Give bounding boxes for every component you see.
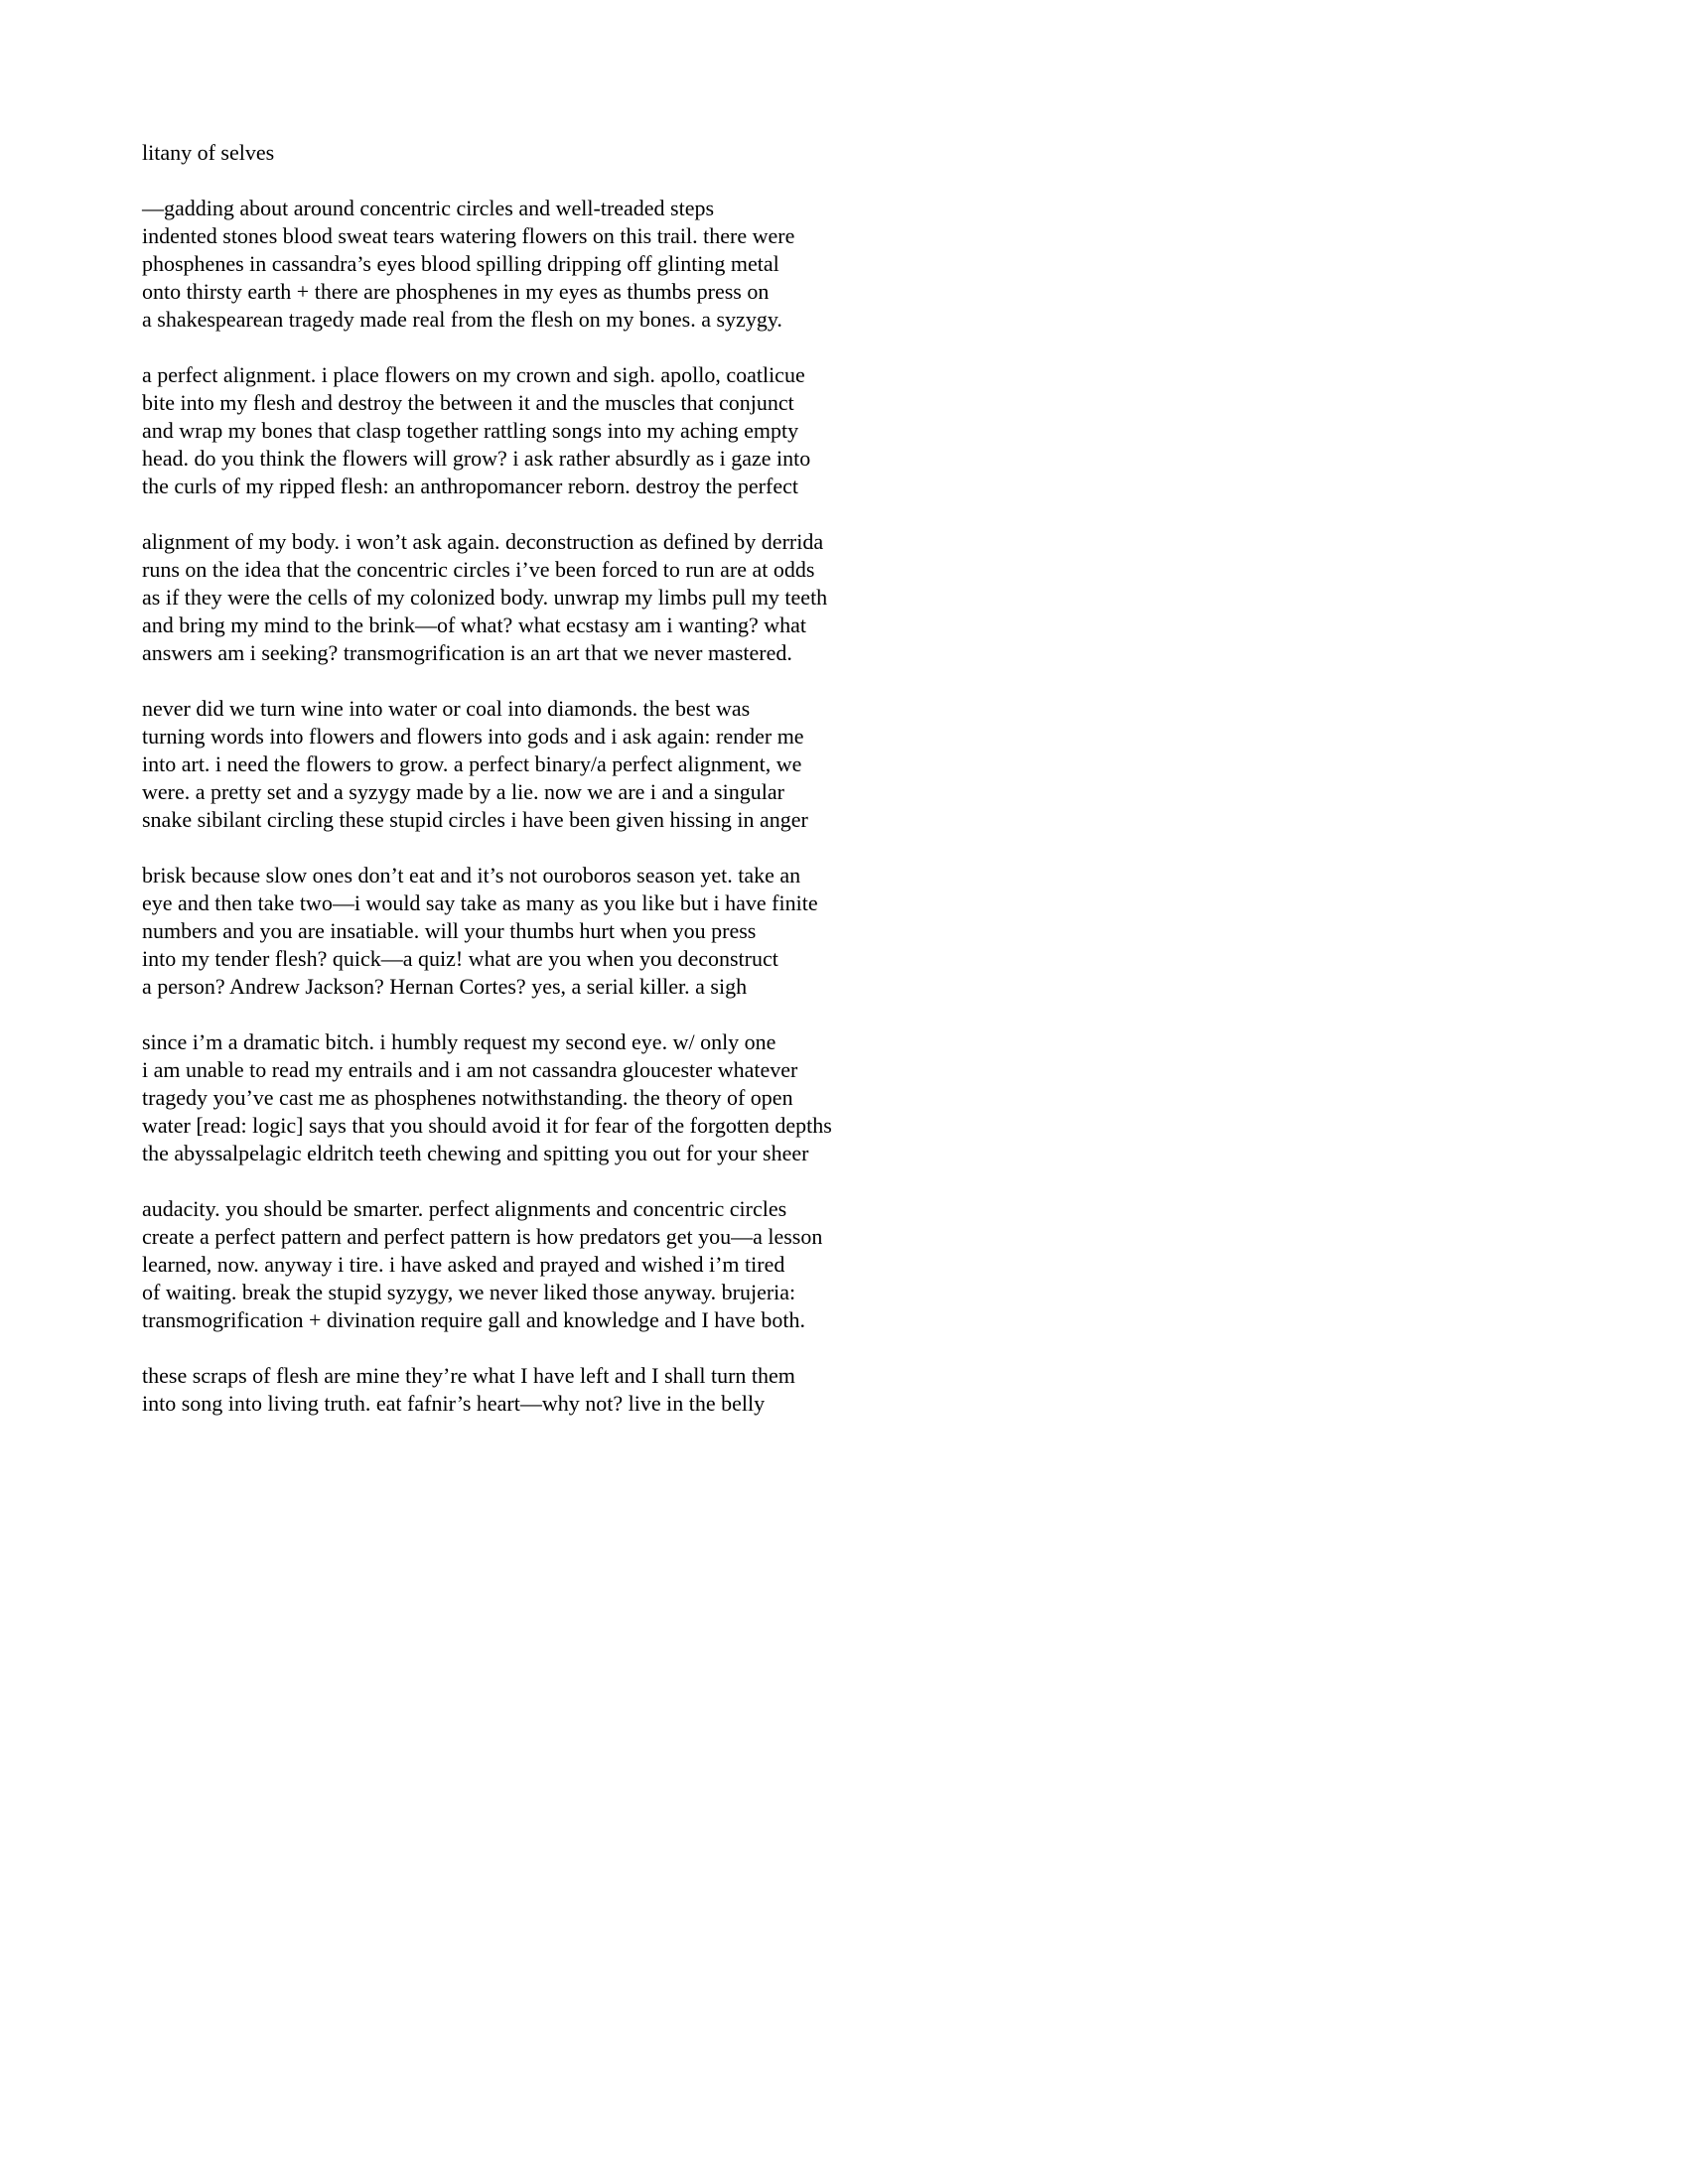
poem-line: a perfect alignment. i place flowers on my crown and sigh. apollo, coatlicue xyxy=(142,362,805,387)
poem-line: into art. i need the flowers to grow. a perfect binary/a perfect alignment, we xyxy=(142,751,802,776)
stanza xyxy=(142,1028,936,1167)
poem-line: eye and then take two—i would say take as many as you like but i have finite xyxy=(142,890,818,915)
poem-line: head. do you think the flowers will grow? i ask rather absurdly as i gaze into xyxy=(142,446,811,471)
poem-line: indented stones blood sweat tears watering flowers on this trail. there were xyxy=(142,223,795,248)
poem-line: i am unable to read my entrails and i am not cassandra gloucester whatever xyxy=(142,1057,798,1082)
poem-line: water [read: logic] says that you should avoid it for fear of the forgotten depths xyxy=(142,1113,832,1138)
poem-line: onto thirsty earth + there are phosphenes in my eyes as thumbs press on xyxy=(142,279,770,304)
poem-line: into song into living truth. eat fafnir’s heart—why not? live in the belly xyxy=(142,1391,766,1416)
poem-line: snake sibilant circling these stupid circles i have been given hissing in anger xyxy=(142,807,808,832)
poem-line: tragedy you’ve cast me as phosphenes notwithstanding. the theory of open xyxy=(142,1085,793,1110)
poem-line: runs on the idea that the concentric circles i’ve been forced to run are at odds xyxy=(142,557,815,582)
poem-line: into my tender flesh? quick—a quiz! what are you when you deconstruct xyxy=(142,946,778,971)
stanza xyxy=(142,528,936,667)
poem-line: were. a pretty set and a syzygy made by a lie. now we are i and a singular xyxy=(142,779,784,804)
poem-line: bite into my flesh and destroy the between it and the muscles that conjunct xyxy=(142,390,794,415)
poem-line: and wrap my bones that clasp together rattling songs into my aching empty xyxy=(142,418,799,443)
poem-title: litany of selves xyxy=(142,140,275,165)
stanza xyxy=(142,862,936,1001)
poem-line: and bring my mind to the brink—of what? what ecstasy am i wanting? what xyxy=(142,613,807,637)
poem-line: the curls of my ripped flesh: an anthropomancer reborn. destroy the perfect xyxy=(142,474,798,498)
poem-line: turning words into flowers and flowers into gods and i ask again: render me xyxy=(142,724,804,749)
poem-line: phosphenes in cassandra’s eyes blood spilling dripping off glinting metal xyxy=(142,251,779,276)
poem-line: a shakespearean tragedy made real from the flesh on my bones. a syzygy. xyxy=(142,307,782,332)
stanza xyxy=(142,1195,936,1334)
poem-line: a person? Andrew Jackson? Hernan Cortes? yes, a serial killer. a sigh xyxy=(142,974,748,999)
poem-line: of waiting. break the stupid syzygy, we never liked those anyway. brujeria: xyxy=(142,1280,796,1304)
poem-line: the abyssalpelagic eldritch teeth chewing and spitting you out for your sheer xyxy=(142,1141,809,1165)
poem-line: create a perfect pattern and perfect pattern is how predators get you—a lesson xyxy=(142,1224,823,1249)
poem-line: these scraps of flesh are mine they’re what I have left and I shall turn them xyxy=(142,1363,795,1388)
poem-line: since i’m a dramatic bitch. i humbly request my second eye. w/ only one xyxy=(142,1029,776,1054)
poem-line: transmogrification + divination require gall and knowledge and I have both. xyxy=(142,1307,805,1332)
stanza xyxy=(142,361,936,500)
stanza xyxy=(142,695,936,834)
poem-line: answers am i seeking? transmogrification is an art that we never mastered. xyxy=(142,640,792,665)
poem-line: —gadding about around concentric circles and well-treaded steps xyxy=(142,196,715,220)
stanza xyxy=(142,1362,936,1418)
poem-line: as if they were the cells of my colonized body. unwrap my limbs pull my teeth xyxy=(142,585,828,610)
poem-line: numbers and you are insatiable. will your thumbs hurt when you press xyxy=(142,918,757,943)
poem-line: never did we turn wine into water or coal into diamonds. the best was xyxy=(142,696,751,721)
poem-line: audacity. you should be smarter. perfect alignments and concentric circles xyxy=(142,1196,787,1221)
poem-line: learned, now. anyway i tire. i have asked and prayed and wished i’m tired xyxy=(142,1252,785,1277)
poem-body xyxy=(142,195,936,1418)
poem-line: brisk because slow ones don’t eat and it’s not ouroboros season yet. take an xyxy=(142,863,801,887)
text-block xyxy=(142,139,936,1445)
stanza xyxy=(142,195,936,334)
poem-line: alignment of my body. i won’t ask again. deconstruction as defined by derrida xyxy=(142,529,824,554)
